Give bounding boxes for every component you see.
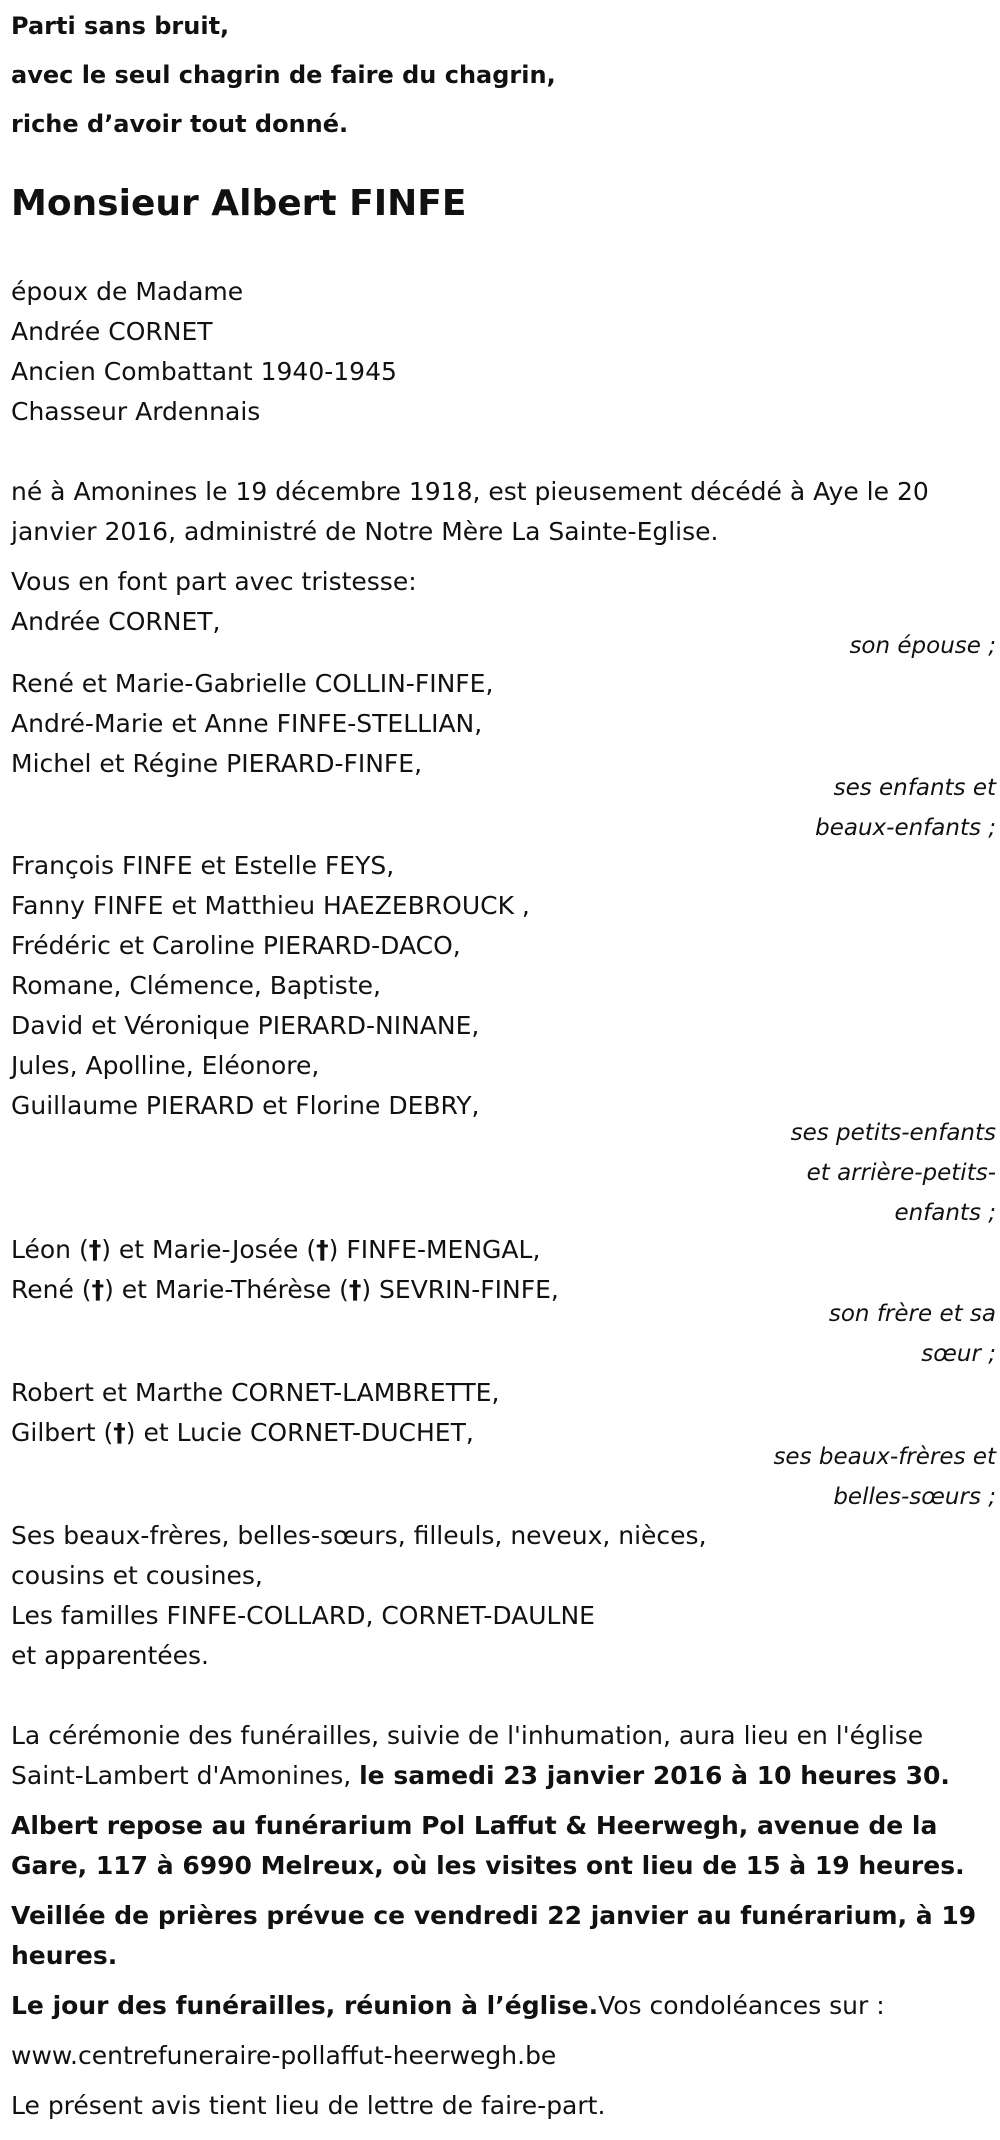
grandchild-name: Frédéric et Caroline PIERARD-DACO, <box>11 931 461 960</box>
in-law-name: Gilbert (†) et Lucie CORNET-DUCHET, <box>11 1418 474 1447</box>
meeting-info: Le jour des funérailles, réunion à l’église.Vos condoléances sur : <box>11 1991 885 2020</box>
grandchild-name: François FINFE et Estelle FEYS, <box>11 851 395 880</box>
children-role: ses enfants et beaux-enfants ; <box>815 775 996 841</box>
siblings-role: son frère et sa sœur ; <box>828 1301 996 1367</box>
family-line: cousins et cousines, <box>11 1561 263 1590</box>
in-law-name: Robert et Marthe CORNET-LAMBRETTE, <box>11 1378 500 1407</box>
children-name: Michel et Régine PIERARD-FINFE, <box>11 749 423 778</box>
epigraph-line: Parti sans bruit, <box>11 12 230 40</box>
spouse-name: Andrée CORNET, <box>11 607 221 636</box>
intro-line: Andrée CORNET <box>11 317 213 346</box>
children-name: André-Marie et Anne FINFE-STELLIAN, <box>11 709 483 738</box>
sibling-name: René (†) et Marie-Thérèse (†) SEVRIN-FINFE, <box>11 1275 559 1304</box>
intro-line: Chasseur Ardennais <box>11 397 261 426</box>
closing-text: Le présent avis tient lieu de lettre de faire-part. <box>11 2091 606 2120</box>
epigraph-line: avec le seul chagrin de faire du chagrin, <box>11 61 556 89</box>
condolences-link[interactable]: www.centrefuneraire-pollaffut-heerwegh.be <box>11 2041 557 2070</box>
ceremony-info: La cérémonie des funérailles, suivie de l'inhumation, aura lieu en l'église Saint-Lambert d'Amonines, le samedi 23 janvier 2016 à 10 heures 30. <box>11 1721 950 1790</box>
epigraph-line: riche d’avoir tout donné. <box>11 110 349 138</box>
family-line: Ses beaux-frères, belles-sœurs, filleuls, neveux, nièces, <box>11 1521 707 1550</box>
grandchild-name: Guillaume PIERARD et Florine DEBRY, <box>11 1091 480 1120</box>
intro-line: époux de Madame <box>11 277 244 306</box>
cross-symbol: † <box>348 1275 362 1304</box>
cross-symbol: † <box>91 1275 105 1304</box>
intro-line: Ancien Combattant 1940-1945 <box>11 357 397 386</box>
family-line: et apparentées. <box>11 1641 209 1670</box>
sibling-name: Léon (†) et Marie-Josée (†) FINFE-MENGAL, <box>11 1235 541 1264</box>
in-laws-role: ses beaux-frères et belles-sœurs ; <box>773 1444 996 1510</box>
grandchild-name: Romane, Clémence, Baptiste, <box>11 971 381 1000</box>
birth-death-text: né à Amonines le 19 décembre 1918, est pieusement décédé à Aye le 20 janvier 2016, administré de Notre Mère La Sainte-Eglise. <box>11 477 929 546</box>
cross-symbol: † <box>88 1235 102 1264</box>
cross-symbol: † <box>113 1418 126 1447</box>
grandchild-name: Jules, Apolline, Eléonore, <box>11 1051 320 1080</box>
spouse-role: son épouse ; <box>849 633 996 659</box>
family-line: Les familles FINFE-COLLARD, CORNET-DAULNE <box>11 1601 595 1630</box>
ceremony-date: le samedi 23 janvier 2016 à 10 heures 30. <box>359 1761 950 1790</box>
grandchild-name: David et Véronique PIERARD-NINANE, <box>11 1011 480 1040</box>
cross-symbol: † <box>316 1235 329 1264</box>
grandchildren-role: ses petits-enfants et arrière-petits-enfants ; <box>790 1120 996 1226</box>
repose-info: Albert repose au funérarium Pol Laffut & Heerwegh, avenue de la Gare, 117 à 6990 Melreux, où les visites ont lieu de 15 à 19 heures. <box>11 1811 965 1880</box>
announcement-text: Vous en font part avec tristesse: <box>11 567 417 596</box>
vigil-info: Veillée de prières prévue ce vendredi 22 janvier au funérarium, à 19 heures. <box>11 1901 977 1970</box>
deceased-name: Monsieur Albert FINFE <box>11 183 467 224</box>
grandchild-name: Fanny FINFE et Matthieu HAEZEBROUCK , <box>11 891 530 920</box>
children-name: René et Marie-Gabrielle COLLIN-FINFE, <box>11 669 494 698</box>
